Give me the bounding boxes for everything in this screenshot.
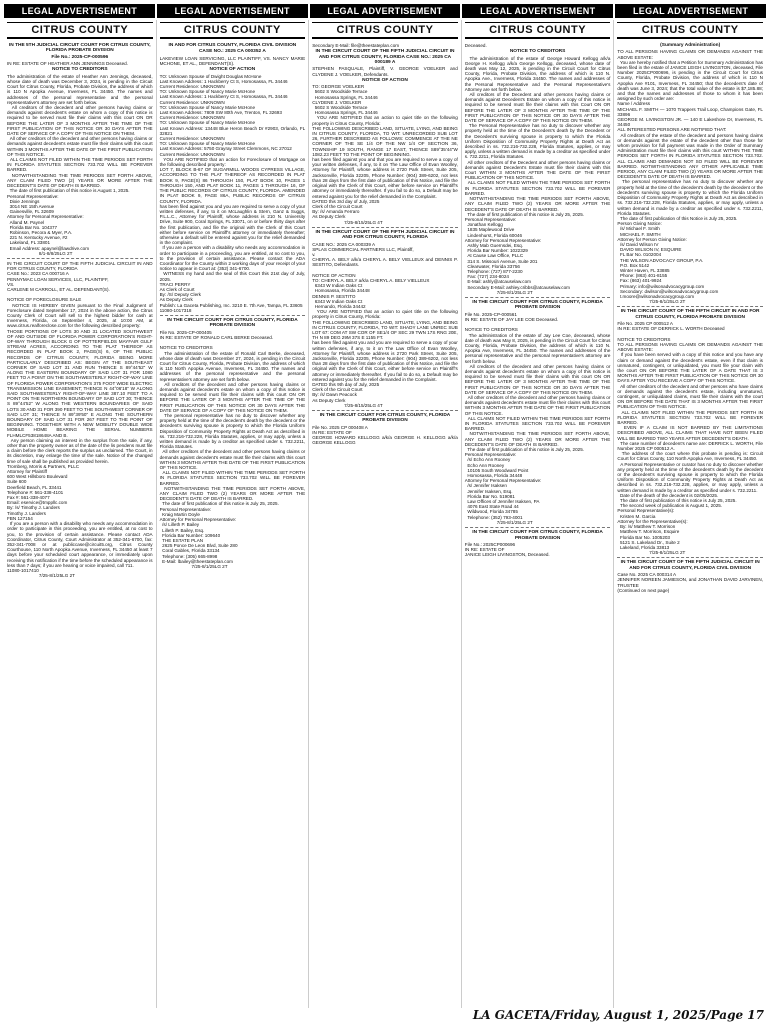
column-4 (462, 20, 615, 1008)
notice-court-heading: IN THE CIRCUIT COURT OF THE FIFTH JUDICIAL CIRCUIT IN AND FOR CITRUS COUNTY, FLORIDA CASE NO.: 2025 CA 000189 A (315, 49, 455, 66)
notice-parties: STEPHEN PASQUALE, Plaintiff, V. GEORGE VOELKER and CLYDENE J. VOELKER, Defendants. (312, 66, 460, 77)
county-masthead: CITRUS COUNTY (465, 22, 611, 39)
notice-title: NOTICE TO CREDITORS (52, 67, 108, 73)
divider (617, 306, 763, 307)
notice-title: NOTICE TO CREDITORS (509, 49, 566, 55)
notice-body: The administration of the estate of Heather Ann Jennings, deceased, whose date of death was December 3, 2024, is pending in the Circuit Court for Citrus County, Florida, Probate Division, the address of which is 110 N Apopka Avenue, Inverness, FL 34450. The names and addresses of the personal representative and the personal representative's attorney are set forth below. All creditors of the decedent and other persons having claims or demands against decedent's estate on whom a copy of this notice is required to be served must file their claims with this court ON OR BEFORE THE LATER OF 3 MONTHS AFTER THE TIME OF THE FIRST PUBLICATION OF THIS NOTICE OR 30 DAYS AFTER THE DATE OF SERVICE OF A COPY OF THIS NOTICE ON THEM. All other creditors of the decedent and other persons having claims or demands against decedent's estate must file their claims with this court WITHIN 3 MONTHS AFTER THE DATE OF THE FIRST PUBLICATION OF THIS NOTICE. ALL CLAIMS NOT FILED WITHIN THE TIME PERIODS SET FORTH IN FLORIDA STATUTES SECTION 733.702 WILL BE FOREVER BARRED. NOTWITHSTANDING THE TIME PERIODS SET FORTH ABOVE, ANY CLAIM FILED TWO (2) YEARS OR MORE AFTER THE DECEDENT'S DATE OF DEATH IS BARRED. The date of first publication of this notice is August 1, 2025. Personal Representative: Dixie Jennings 3014 NE 15th Avenue Gainesville, FL 32609 Attorney for Personal Representative: Alland M. Paynel Florida Bar No. 104377 Robinson, Pecora & Myer, P.A. 221 N. Kentucky Avenue, #2 Lakeland, FL 33801 Email Address: apaynel@lawdrive.com 8/1-8/8/25LG 2T (7, 73, 153, 256)
notice-file-number: CASE NO.: 2025 CA 000352 A (198, 49, 266, 55)
notice-body-3: Case No. 2025 CA 000314 A JENNIFER NOREEN JAMIESON, and JONATHAN DAVID JARVINEN, TRUSTEE (Continued on next page) (617, 572, 763, 593)
notice-body-2: File No. 2025-CP-000405 IN RE: ESTATE OF RONALD CARL BERKE Deceased. NOTICE TO CREDITORS The administration of the estate of Ronald Carl Berke, deceased, whose date of death was December 27, 2024, is pending in the Circuit Court for Citrus County, Florida, Probate Division, the address of which is 110 North Apopka Avenue, Inverness, FL 34450. The names and addresses of the personal representative and the personal representative's attorney are set forth below. All creditors of the decedent and other persons having claims or demands against decedent's estate on whom a copy of this notice is required to be served must file their claims with this court ON OR BEFORE THE LATER OF 3 MONTHS AFTER THE TIME OF THE FIRST PUBLICATION OF THIS NOTICE OR 30 DAYS AFTER THE DATE OF SERVICE OF A COPY OF THIS NOTICE ON THEM. The personal representative has no duty to discover whether any property held at the time of the decedent's death by the decedent or the decedent's surviving spouse is property to which the Florida Uniform Disposition of Community Property Rights at Death Act as described in ss. 732.216-732.228, Florida Statutes, applies, or may apply, unless a written demand is made by a creditor as specified under s. 732.2211, Florida Statutes. All other creditors of the decedent and other persons having claims or demands against decedent's estate must file their claims with this court WITHIN 3 MONTHS AFTER THE DATE OF THE FIRST PUBLICATION OF THIS NOTICE. ALL CLAIMS NOT FILED WITHIN THE TIME PERIODS SET FORTH IN FLORIDA STATUTES SECTION 733.702 WILL BE FOREVER BARRED. NOTWITHSTANDING THE TIME PERIODS SET FORTH ABOVE, ANY CLAIM FILED TWO (2) YEARS OR MORE AFTER THE DECEDENT'S DATE OF DEATH IS BARRED. The date of first publication of this notice is July 25, 2025. Personal Representative: Kraig Martin Doyle Attorney for Personal Representative: /s/ Lilleth P. Bailey Lilleth P. Bailey, Esq. Florida Bar Number: 109640 THE ESTATE PLAN 2625 Ponce De Leon Blvd, Suite 280 Coral Gables, Florida 33134 Telephone: (305) 665-8998 E-Mail: lbailey@theestateplan.com 7/25-8/1/25LG 2T (159, 329, 306, 569)
notice-court-heading-2: IN THE CIRCUIT COURT FOR CITRUS COUNTY, FLORIDA PROBATE DIVISION (167, 317, 298, 329)
notice-court-heading-2: IN THE CIRCUIT COURT OF THE FIFTH JUDICIAL CIRCUIT IN AND FOR CITRUS COUNTY, FLORIDA (315, 229, 455, 241)
notice-body-2: CASE NO.: 2025 CA 000339 A SPLAS COMMERCIAL PARTNERS LLC, Plaintiff, v. CHERYL A. BELY a/k/a CHERYL A. BELY VIELLEUX and DENNIS P. SESTITO, Defendants. NOTICE OF ACTION TO: CHERYL A. BELY a/k/a CHERYL A. BELY VIELLEUX 6343 W Indian Oaks Ct Homosassa, Florida 34448 DENNIS P. SESTITO 6343 W Indian Oaks Ct Hernando, Florida 34442 YOU ARE NOTIFIED that an action to quiet title on the following property in Citrus County, Florida: THE FOLLOWING DESCRIBED LAND, SITUATE, LYING, AND BEING IN CITRUS COUNTY, FLORIDA, TO WIT: SHADY LANE UNREC SUB LOT 67: COM AT SW COR OF SE1/4 OF SEC 29 TWN 17S RNG 20E, TH N 89 DEG 29M 37S E 1155 FT. has been filed against you and you are required to serve a copy of your written defenses, if any, to it on The Law Office of Evan Woolley, Attorney for Plaintiff, whose address is 2720 Park Street, Suite 205, Jacksonville, Florida 32205, Phone Number: (904) 389-6202, not less than 28 days from the first date of publication of this Notice, and file the original with the Clerk of this Court, either before service on Plaintiff's attorney or immediately thereafter. If you fail to do so, a Default may be entered against you for the relief demanded in the Complaint. DATED this 9th day of July, 2025 Clerk of the Circuit Court By: /s/ Dawn Peacock As Deputy Clerk 7/25-8/15/25LG 4T (312, 241, 458, 408)
county-masthead: CITRUS COUNTY (7, 22, 153, 39)
secondary-email: Secondary E-Mail: file@theestateplan.com (312, 43, 400, 48)
legal-ad-header-1: LEGAL ADVERTISEMENT (4, 4, 155, 18)
legal-ad-header-4: LEGAL ADVERTISEMENT (462, 4, 613, 18)
notice-court-heading-3: IN THE CIRCUIT COURT FOR CITRUS COUNTY, FLORIDA PROBATE DIVISION (319, 413, 451, 424)
column-5 (614, 20, 766, 1008)
notice-body-2: IN THE CIRCUIT COURT OF THE FIFTH JUDICIAL CIRCUIT IN AND FOR CITRUS COUNTY, FLORIDA CASE No.: 2023 CA 000716 A PENNYMAC LOAN SERVICES, LLC, PLAINTIFF, VS. CARLENE M CARROLL, ET AL. DEFENDANT(S). NOTICE OF FORECLOSURE SALE NOTICE IS HEREBY GIVEN pursuant to the Final Judgment of Foreclosure dated September 17, 2024 in the above action, the Citrus County Clerk of Court will sell to the highest bidder for cash at Inverness, Florida, on September 4, 2025, at 10:00 AM, at www.citrus.realforeclose.com for the following described property: THOSE PORTIONS OF LOTS 30 AND 31 LOCATED SOUTHWEST OF AND OUTSIDE OF FLORIDA POWER CORPORATION'S RIGHT-OF-WAY THROUGH BLOCK G OF POTTERFIELDS MAYFAIR GULF STREAM ACRES, ACCORDING TO THE PLAT THEREOF AS RECORDED IN PLAT BOOK 2, PAGE(S) 6, OF THE PUBLIC RECORDS OF CITRUS COUNTY, FLORIDA BEING MORE PARTICULARLY DESCRIBED AS: BEGIN AT THE SOUTHEAST CORNER OF SAID LOT 31 AND RUN THENCE S 89°44'52" W ALONG THE EASTERN BOUNDARY OF SAID LOT 31 FOR 1080 FEET TO A POINT ON THE SOUTHWESTERLY RIGHT-OF-WAY LINE OF FLORIDA POWER CORPORATION'S 375 FOOT WIDE ELECTRIC TRANSMISSION LINE EASEMENT; THENCE N 44°06'18" W ALONG SAID SOUTHWESTERLY RIGHT-OF-WAY LINE 387.10 FEET TO A POINT ON THE NORTHERN BOUNDARY OF SAID LOT 30; THENCE S 89°44'52" W ALONG THE WESTERN BOUNDARIES OF SAID LOTS 30 AND 31 FOR 390 FEET TO THE SOUTHWEST CORNER OF SAID LOT 31; THENCE N 89°39'50" E ALONG THE SOUTHERN BOUNDARY OF SAID LOT 31 FOR 267 FEET TO THE POINT OF BEGINNING. TOGETHER WITH A NEW MOBILITY DOUBLE WIDE MOBILE HOME BEARING THE SERIAL NUMBERS FLHMLCF53818648A AND B. Any person claiming an interest in the surplus from the sale, if any, other than the property owner as of the date of the lis pendens must file a claim before the clerk reports the surplus as unclaimed. The Court, in its discretion, may enlarge the time of the sale. Notice of the changed time of sale shall be published as provided herein. Tromberg, Morris & Partners, PLLC Attorney for Plaintiff 600 West Hillsboro Boulevard Suite 600 Deerfield Beach, FL 33441 Telephone #: 561-338-4101 Fax #: 561-338-4077 Email: eservice@tmppllc.com By: /s/ Timothy J. Landers Timothy J. Landers FBN 127154 If you are a person with a disability who needs any accommodation in order to participate in this proceeding, you are entitled, at no cost to you, to the provision of certain assistance. Please contact ADA Coordinator, Citrus County, Court Administrator at 352-341-6700, fax: 352-341-7008 or at publiccase@circuit5.org, Citrus County Courthouse, 110 North Apopka Avenue, Inverness, FL 34450 at least 7 days before your scheduled court appearance, or immediately upon receiving this notification if the time before the scheduled appearance is less than 7 days; if you are hearing or voice impaired, call 711. 11080-1017410 7/25-8/1/25LG 2T (7, 260, 153, 579)
columns (4, 20, 766, 1008)
notice-court-heading-2: IN THE CIRCUIT COURT FOR CITRUS COUNTY, FLORIDA PROBATE DIVISION (472, 299, 603, 311)
notice-title: (Summary Administration) (660, 43, 721, 48)
legal-ad-header-5: LEGAL ADVERTISEMENT (615, 4, 766, 18)
county-masthead: CITRUS COUNTY (617, 22, 763, 39)
divider (465, 527, 611, 528)
divider (7, 258, 153, 259)
notice-body: TO: Unknown Spouse of Dwight Douglas McHone Last Known Address: 1 Hackberry Ct S, Homosassa, FL 34446 Current Residence: UNKNOWN TO: Unknown Spouse of Nancy Marie McHone Last Known Address: 1 Hackberry Ct S, Homosassa, FL 34446 Current Residence: UNKNOWN TO: Unknown Spouse of Nancy Marie McHone Last Known Address: 7809 SW 80th Ave, Trenton, FL 32693 Current Residence: UNKNOWN TO: Unknown Spouse of Nancy Marie McHone Last Known Address: 13448 Blue Heron Beach Dr #2903, Orlando, FL 32821 Current Residence: UNKNOWN TO: Unknown Spouse of Nancy Marie McHone Last Known Address: 5750 Grayray Street Clemmons, NC 27012 Current Residence: UNKNOWN YOU ARE NOTIFIED that an action for Foreclosure of Mortgage on the following described property: LOT 7, BLOCK B-67 OF SUGARMILL WOODS CYPRESS VILLAGE, ACCORDING TO THE PLAT THEREOF AS RECORDED IN PLAT BOOK 9, PAGE(S) 86 THROUGH 150, PLAT BOOK 10, PAGES 1 THROUGH 150, AND PLAT BOOK 11, PAGES 1 THROUGH 16, OF THE PUBLIC RECORDS OF CITRUS COUNTY, FLORIDA. AMENDED IN PLAT BOOK 9, PAGE 86A, PUBLIC RECORDS OF CITRUS COUNTY, FLORIDA. has been filed against you and you are required to serve a copy of your written defenses, if any, to it on McLaughlin & Stern, Ganz & Suggs, P.L.L.C., Attorney for Plaintiff, whose address is 210 N. University Drive, Suite 900, Coral Springs, FL 33071, on or before thirty days after the first publication, and file the original with the Clerk of this Court either before service on Plaintiff's attorney or immediately thereafter; otherwise a default will be entered against you for the relief demanded in the complaint. If you are a person with a disability who needs any accommodation in order to participate in a proceeding, you are entitled, at no cost to you, to the provision of certain assistance. Please contact the ADA Coordinator for the County within 2 working days of your receipt of your notice to appear in Court at: (352) 341-6700. WITNESS my hand and the seal of this Court this 21st day of July, 2025. TRACI PERRY As Clerk of Court By: /S/ Deputy Clerk As Deputy Clerk Publish: La Gaceta Publishing, Inc. 3210 E. 7th Ave, Tampa, FL 33605 11080-1017318 (159, 73, 306, 313)
notice-body: The administration of the estate of George Howard Kellogg a/k/a George H. Kellogg a/k/a George Kellogg, deceased, whose date of death was May 12, 2025, is pending in the Circuit Court for Citrus County, Florida, Probate Division, the address of which is 110 N. Apopka Ave., Inverness, Florida 34450. The names and addresses of the Personal Representative and the Personal Representative's Attorney are set forth below. All creditors of the Decedent and other persons having claims or demands against Decedent's Estate on whom a copy of this notice is required to be served must file their claims with this Court ON OR BEFORE THE LATER OF 3 MONTHS AFTER THE TIME OF THE FIRST PUBLICATION OF THIS NOTICE OR 30 DAYS AFTER THE DATE OF SERVICE OF A COPY OF THIS NOTICE ON THEM. The Personal Representative has no duty to discover whether any property held at the time of the Decedent's death by the Decedent or the Decedent's surviving spouse is property to which the Florida Uniform Disposition of Community Property Rights at Death Act as described in ss. 732.216-732.228, Florida Statutes, applies, or may apply, unless a written demand is made by a creditor as specified under s. 732.2211, Florida Statutes. All other creditors of the Decedent and other persons having claims or demands against Decedent's Estate must file their claims with this Court WITHIN 3 MONTHS AFTER THE DATE OF THE FIRST PUBLICATION OF THIS NOTICE. ALL CLAIMS NOT FILED WITHIN THE TIME PERIODS SET FORTH IN FLORIDA STATUTES SECTION 733.702 WILL BE FOREVER BARRED. NOTWITHSTANDING THE TIME PERIODS SET FORTH ABOVE, ANY CLAIM FILED TWO (2) YEARS OR MORE AFTER THE DECEDENT'S DATE OF DEATH IS BARRED. The date of first publication of this notice is July 25, 2025. Personal Representative: Jonathan Kellogg 1835 Maplewood Drive Lindenhurst, Florida 60046 Attorney for Personal Representative: Ashly Mab Guernsdei, Esq. Florida Bar Number: 1022329 At Cause Law Office, PLLC 314 S. Missouri Avenue, Suite 201 Clearwater, Florida 33756 Telephone: (727) 877-2230 Fax: (727) 234-8024 E-Mail: ashly@atcauselaw.com Secondary E-Mail: ashley.cribbs@atcauselaw.com 7/25-8/1/25LG 2T (464, 55, 611, 295)
county-masthead: CITRUS COUNTY (312, 22, 458, 39)
column-3 (309, 20, 462, 1008)
legal-ad-header-bar (4, 4, 766, 18)
notice-estate: IN RE: ESTATE OF HEATHER ANN JENNINGS Deceased. (7, 61, 128, 67)
county-masthead: CITRUS COUNTY (160, 22, 306, 39)
notice-court-heading: IN THE 5TH JUDICIAL CIRCUIT COURT FOR CITRUS COUNTY, FLORIDA PROBATE DIVISION (8, 43, 151, 54)
divider (465, 297, 611, 298)
notice-title: NOTICE OF ACTION (362, 77, 408, 83)
notice-court-heading-3: IN THE CIRCUIT COURT OF THE FIFTH JUDICIAL CIRCUIT IN AND FOR CITRUS COUNTY, FLORIDA CIVIL DIVISION (620, 560, 760, 571)
legal-ad-header-2: LEGAL ADVERTISEMENT (157, 4, 308, 18)
column-1 (4, 20, 157, 1008)
notice-body-2: File No. 2025-CP-000561 IN RE: ESTATE OF JAY LEE COE Deceased. NOTICE TO CREDITORS The administration of the estate of Jay Lee Coe, deceased, whose date of death was May 8, 2025, is pending in the Circuit Court for Citrus County, Florida, Probate Division, the address of which is 110 N. Apopka Ave, Inverness, FL 34450. The names and addresses of the personal representative and the personal representative's attorney are set forth below. All creditors of the decedent and other persons having claims or demands against decedent's estate on whom a copy of this notice is required to be served must file their claims with this court ON OR BEFORE THE LATER OF 3 MONTHS AFTER THE TIME OF THE FIRST PUBLICATION OF THIS NOTICE OR 30 DAYS AFTER THE DATE OF SERVICE OF A COPY OF THIS NOTICE ON THEM. All other creditors of the decedent and other persons having claims or demands against decedent's estate must file their claims with this court WITHIN 3 MONTHS AFTER THE DATE OF THE FIRST PUBLICATION OF THIS NOTICE. ALL CLAIMS NOT FILED WITHIN THE TIME PERIODS SET FORTH IN FLORIDA STATUTES SECTION 733.702 WILL BE FOREVER BARRED. NOTWITHSTANDING THE TIME PERIODS SET FORTH ABOVE, ANY CLAIM FILED TWO (2) YEARS OR MORE AFTER THE DECEDENT'S DATE OF DEATH IS BARRED. The date of first publication of this notice is July 25, 2025. Personal Representative: /s/ Echo Ann Rooney Echo Ann Rooney 10105 South Woodward Point Homosassa, Florida 34448 Attorney for Personal Representative: /s/ Jennifer Isaksen Jennifer Isaksen, Esq. Florida Bar No. 519081 Law Offices of Jennifer Isaksen, PA 4076 East State Road 44 Wildwood, Florida 34785 Telephone: (352) 793-4001 7/25-8/1/25LG 2T (464, 311, 611, 525)
notice-body: TO: GEORGE VOELKER 5602 S Woodside Terrace Homosassa Springs, FL 34446 CLYDENE J. VOELKER 5602 S Woodside Terrace Homosassa Springs, FL 34446 YOU ARE NOTIFIED that an action to quiet title on the following property in Citrus County, Florida: THE FOLLOWING DESCRIBED LAND, SITUATE, LYING, AND BEING IN CITRUS COUNTY, FLORIDA, TO WIT: UNRECORDED SUB LOT 26, FURTHER DESCRIBED AS FOLLOWS: COMMENCE AT THE NE CORNER OF THE SE 1/4 OF THE NW 1/4 OF SECTION 36, TOWNSHIP 19 SOUTH, RANGE 17 EAST, THENCE S89°35'44"W 1082.23 FEET TO THE POINT OF BEGINNING. has been filed against you and that you are required to serve a copy of your written defenses, if any, to it on The Law Office of Evan Woolley, Attorney for Plaintiff, whose address is 2720 Park Street, Suite 205, Jacksonville, Florida 32205, Phone Number: (904) 389-6202, not less than 28 days from the first date of publication of this Notice, and file the original with the Clerk of this Court, either before service on Plaintiff's attorney or immediately thereafter. If you fail to do so, a Default may be entered against you for the relief demanded in the Complaint. DATED this 3rd day of July, 2025 Clerk of the Circuit Court By: /s/ Amanda Ferraro As Deputy Clerk 7/25-8/15/25LG 4T (312, 84, 458, 225)
notice-body: You are hereby notified that a Petition for Summary Administration has been filed in the estate of JANICE LEIGH LIVINGSTON, deceased, File Number 2025CP000696, is pending in the Circuit Court for Citrus County, Florida, Probate Division, the address of which is 110 N Apopka Ave #101, Inverness, FL 34450; that the decedent's date of death was June 3, 2024; that the total value of the estate is $7,185.88; and that the names and addresses of those to whom it has been assigned by such order are: Name / Address MICHAEL F. SMITH — 1070 Trappers Trail Loop, Champions Gate, FL 33896 GEORGE M. LIVINGSTON JR. — 140 E Lakeshore Dr, Inverness, FL 34450 ALL INTERESTED PERSONS ARE NOTIFIED THAT: All creditors of the estate of the decedent and persons having claims or demands against the estate of the decedent other than those for whom provision for full payment was made in the Order of Summary Administration must file their claims with this court WITHIN THE TIME PERIODS SET FORTH IN FLORIDA STATUTES SECTION 733.702. ALL CLAIMS AND DEMANDS NOT SO FILED WILL BE FOREVER BARRED. NOTWITHSTANDING ANY OTHER APPLICABLE TIME PERIOD, ANY CLAIM FILED TWO (2) YEARS OR MORE AFTER THE DECEDENT'S DATE OF DEATH IS BARRED. The personal representative has no duty to discover whether any property held at the time of the decedent's death by the decedent or the decedent's surviving spouse is property to which the Florida Uniform Disposition of Community Property Rights at Death Act as described in ss. 732.216-732.228, Florida Statutes, applies, or may apply, unless a written demand is made by a creditor as specified under s. 732.2211, Florida Statutes. The date of first publication of this Notice is July 25, 2025. Person Giving Notice: /s/ Michael F. Smith MICHAEL F. SMITH Attorney for Person Giving Notice: /s/ David Wilson IV DAVID WILSON IV, ESQUIRE FL Bar No. 0102004 THE WILSON ADVOCACY GROUP, P.A. P.O. Box 5142 Winter Haven, FL 33885 Phone: (863) 401-8155 Fax: (863) 401-9924 Primary: info@wilsonadvocacygroup.com Secondary: dwilson@wilsonadvocacygroup.com t.moore@wilsonadvocacygroup.com 7/25-8/1/25LG 2T (617, 59, 763, 305)
notice-deceased: Deceased. (464, 43, 487, 48)
notice-body-3: File No.: 2025CP000696 IN RE: ESTATE OF JANICE LEIGH LIVINGSTON, Deceased. (464, 541, 550, 558)
notice-file-number: File No.: 2025-CP-000596 (51, 54, 109, 60)
notice-body-3: File No. 2025 CP 000408 A IN RE: ESTATE OF GEORGE HOWARD KELLOGG a/k/a GEORGE H. KELLOGG a/k/a GEORGE KELLOGG (312, 424, 458, 446)
notice-salutation: TO ALL PERSONS HAVING CLAIMS OR DEMANDS AGAINST THE ABOVE ESTATE: (617, 49, 764, 60)
notice-title: NOTICE OF ACTION (209, 67, 256, 73)
notice-body-2: File No. 2025 CP 000512 A IN RE: ESTATE OF DERRICK L. WORTH Deceased NOTICE TO CREDITORS TO ALL PERSONS HAVING CLAIMS OR DEMANDS AGAINST THE ABOVE ESTATE: If you have been served with a copy of this notice and you have any claim or demand against the decedent's estate, even if that claim is unmatured, contingent, or unliquidated, you must file your claim with the court ON OR BEFORE THE LATER OF A DATE THAT IS 3 MONTHS AFTER THE FIRST PUBLICATION OF THIS NOTICE OR 30 DAYS AFTER YOU RECEIVE A COPY OF THIS NOTICE. All other creditors of the decedent and other persons who have claims or demands against the decedent's estate, including unmatured, contingent, or unliquidated claims, must file their claims with the court ON OR BEFORE THE DATE THAT IS 3 MONTHS AFTER THE FIRST PUBLICATION OF THIS NOTICE. ALL CLAIMS NOT FILED WITHIN THE PERIODS SET FORTH IN FLORIDA STATUTES SECTION 733.702 WILL BE FOREVER BARRED. EVEN IF A CLAIM IS NOT BARRED BY THE LIMITATIONS DESCRIBED ABOVE, ALL CLAIMS THAT HAVE NOT BEEN FILED WILL BE BARRED TWO YEARS AFTER DECEDENT'S DEATH. The case number of decedent's name are: DERRICK L. WORTH, File Number 2025 CP 000512 A. The address of the court where this probate is pending is: Circuit Court for Citrus County, 110 North Apopka Ave, Inverness, FL 34450. A Personal Representative or curator has no duty to discover whether any property held at the time of the decedent's death by the decedent or the decedent's surviving spouse is property to which the Florida Uniform Disposition of Community Property Rights at Death Act as described in ss. 732.216-732.228, applies, or may apply, unless a written demand is made by a creditor as specified under s. 732.2211. Date of the death of the decedent is 02/05/2025. The date of first publication of this notice is July 25, 2025. The second week of publication is August 1, 2025. Personal Representative(s): Kristen M. Garcia Attorney for the Representative(s): By: /s/ Matthew T. Morrison Matthew T. Morrison, Esquire Florida Bar No. 1005203 5121 S. Lakeland Dr., Suite 2 Lakeland, Florida 33813 7/25-8/1/25LG 2T (617, 321, 763, 556)
notice-parties: LAKEVIEW LOAN SERVICING, LLC PLAINTIFF, VS. NANCY MARIE MCHONE, ET AL., DEFENDANT(S). (159, 55, 307, 67)
notice-court-heading-2: IN THE CIRCUIT COURT OF THE FIFTH CIRCUIT IN AND FOR CITRUS COUNTY, FLORIDA PROBATE DIVISION (620, 309, 760, 320)
page-footer: LA GACETA/Friday, August 1, 2025/Page 17 (472, 1008, 764, 1022)
divider (312, 227, 458, 228)
notice-court-heading: IN AND FOR CITRUS COUNTY, FLORIDA CIVIL DIVISION (168, 43, 297, 48)
divider (617, 557, 763, 558)
legal-ad-header-3: LEGAL ADVERTISEMENT (310, 4, 461, 18)
column-2 (157, 20, 310, 1008)
divider (312, 410, 458, 411)
notice-court-heading-3: IN THE CIRCUIT COURT FOR CITRUS COUNTY, FLORIDA PROBATE DIVISION (472, 530, 603, 541)
divider (160, 315, 306, 316)
